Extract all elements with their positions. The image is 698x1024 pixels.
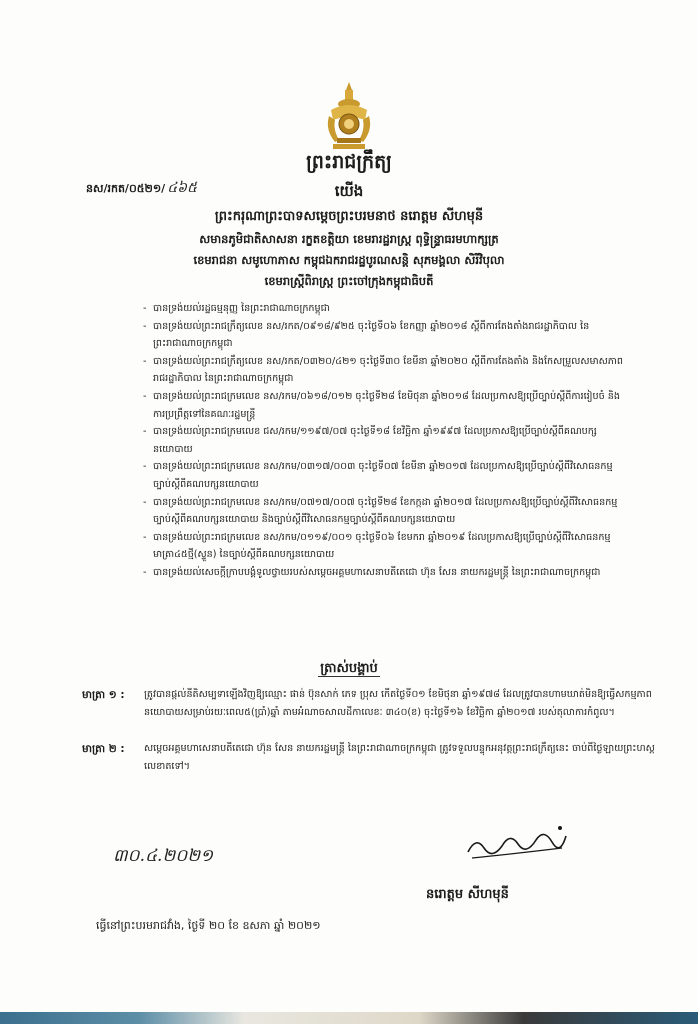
article-1 [82, 686, 662, 722]
article-1-label: មាត្រា ១ : [82, 689, 125, 701]
visa-item: - បានទ្រង់យល់ព្រះរាជក្រមលេខ នស/រកម/០១១៩/០០១ ចុះថ្ងៃទី០៦ ខែមករា ឆ្នាំ២០១៩ ដែលប្រកាសឱ្យប្រើច្បាប់ស្តីពីវិសោធនកម្មមាត្រា៤៥ថ្មី(ស្ទួន) នៃច្បាប់ស្តីពីគណបក្សនយោបាយ [143, 529, 623, 564]
document-number-handwritten: ៤៦៥ [167, 180, 197, 196]
handwritten-date: ៣០.៤.២០២១ [113, 846, 214, 866]
visa-item: - បានទ្រង់យល់ព្រះរាជក្រឹត្យលេខ នស/រកត/០៩១៨/៩២៥ ចុះថ្ងៃទី០៦ ខែកញ្ញា ឆ្នាំ២០១៨ ស្តីពីការតែងតាំងរាជរដ្ឋាភិបាល នៃព្រះរាជាណាចក្រកម្ពុជា [143, 318, 623, 353]
place-and-date: ធ្វើនៅព្រះបរមរាជវាំង, ថ្ងៃទី ២០ ខែ ឧសភា ឆ្នាំ ២០២១ [96, 919, 321, 932]
visa-item: - បានទ្រង់យល់សេចក្តីក្រាបបង្គំទូលថ្វាយរបស់សម្តេចអគ្គមហាសេនាបតីតេជោ ហ៊ុន សែន នាយករដ្ឋមន្ត្រី នៃព្រះរាជាណាចក្រកម្ពុជា [143, 564, 623, 582]
decree-title: ព្រះរាជក្រឹត្យ [306, 151, 392, 173]
king-title-line-1: ព្រះករុណាព្រះបាទសម្តេចព្រះបរមនាថ នរោត្តម សីហមុនី [214, 209, 484, 224]
visa-item: - បានទ្រង់យល់ព្រះរាជក្រឹត្យលេខ នស/រកត/០៣២០/៤២១ ចុះថ្ងៃទី៣០ ខែមីនា ឆ្នាំ២០២០ ស្តីពីការតែងតាំង និងកែសម្រួលសមាសភាពរាជរដ្ឋាភិបាល នៃព្រះរាជាណាចក្រកម្ពុជា [143, 353, 623, 388]
visa-item: - បានទ្រង់យល់ព្រះរាជក្រមលេខ នស/រកម/០៧១៧/០០៧ ចុះថ្ងៃទី២៨ ខែកក្កដា ឆ្នាំ២០១៧ ដែលប្រកាសឱ្យប្រើច្បាប់ស្តីពីវិសោធនកម្មច្បាប់ស្តីពីគណបក្សនយោបាយ និងច្បាប់ស្តីពីវិសោធនកម្មច្បាប់ស្តីពីគណបក្សនយោបាយ [143, 494, 623, 529]
scan-edge-strip [0, 1012, 698, 1024]
visa-item: - បានទ្រង់យល់ព្រះរាជក្រមលេខ ជស/រកម/១១៩៧/០៧ ចុះថ្ងៃទី១៨ ខែវិច្ឆិកា ឆ្នាំ១៩៩៧ ដែលប្រកាសឱ្យប្រើច្បាប់ស្តីពីគណបក្សនយោបាយ [143, 423, 623, 458]
article-2 [82, 740, 662, 776]
signer-name: នរោត្តម សីហមុនី [426, 887, 509, 902]
visa-item: - បានទ្រង់យល់ព្រះរាជក្រមលេខ នស/រកម/០៣១៧/០០៣ ចុះថ្ងៃទី០៧ ខែមីនា ឆ្នាំ២០១៧ ដែលប្រកាសឱ្យប្រើច្បាប់ស្តីពីវិសោធនកម្មច្បាប់ស្តីពីគណបក្សនយោបាយ [143, 458, 623, 493]
article-2-label: មាត្រា ២ : [82, 743, 125, 755]
article-1-text: ត្រូវបានផ្តល់នីតិសម្បទាឡើងវិញឱ្យឈ្មោះ ផាន់ ប៊ុនសាក់ ភេទ ប្រុស កើតថ្ងៃទី០១ ខែមិថុនា ឆ្នាំ១៩៧៨ ដែលត្រូវបានហាមឃាត់មិនឱ្យធ្វើសកម្មភាពនយោបាយសម្រាប់រយៈពេល៥(ប្រាំ)ឆ្នាំ តាមអំណាចសាលដីកាលេខៈ ៣៤០(ខ) ចុះថ្ងៃទី១៦ ខែវិច្ឆិកា ឆ្នាំ២០១៧ របស់តុលាការកំពូល។ [144, 689, 652, 718]
visa-item: - បានទ្រង់យល់រដ្ឋធម្មនុញ្ញ នៃព្រះរាជាណាចក្រកម្ពុជា [143, 300, 623, 318]
king-title-line-2: សមានភូមិជាតិសាសនា រក្ខតខត្តិយា ខេមរារដ្ឋរាស្ត្រ ពុទ្ធិន្ទ្រាធរមហាក្សត្រ [199, 232, 499, 246]
yeung-heading: យើង [334, 182, 364, 200]
visa-item: - បានទ្រង់យល់ព្រះរាជក្រមលេខ នស/រកម/០៦១៨/០១២ ចុះថ្ងៃទី២៨ ខែមិថុនា ឆ្នាំ២០១៨ ដែលប្រកាសឱ្យប្រើច្បាប់ស្តីពីការរៀបចំ និងការប្រព្រឹត្តទៅនៃគណៈរដ្ឋមន្ត្រី [143, 388, 623, 423]
royal-crest-icon [325, 80, 373, 152]
document-number-prefix: នស/រកត/០៥២១/ [86, 182, 166, 195]
article-2-text: សម្តេចអគ្គមហាសេនាបតីតេជោ ហ៊ុន សែន នាយករដ្ឋមន្ត្រី នៃព្រះរាជាណាចក្រកម្ពុជា ត្រូវទទួលបន្ទុកអនុវត្តព្រះរាជក្រឹត្យនេះ ចាប់ពីថ្ងៃឡាយព្រះហស្តលេខាតទៅ។ [144, 743, 655, 772]
king-title-line-3: ខេមរាជនា សមូហោភាស កម្ពុជឯករាជរដ្ឋបូរណសន្តិ សុភមង្គលា សិរីវិបុលា [193, 253, 505, 267]
visa-list [143, 300, 623, 582]
king-title-line-4: ខេមរាស្ត្រីពិរាស្ត្រ ព្រះចៅក្រុងកម្ពុជាធិបតី [264, 274, 434, 288]
decree-heading-text: ត្រាស់បង្គាប់ [320, 661, 378, 676]
decree-heading [0, 660, 698, 679]
royal-signature-icon [462, 818, 572, 866]
